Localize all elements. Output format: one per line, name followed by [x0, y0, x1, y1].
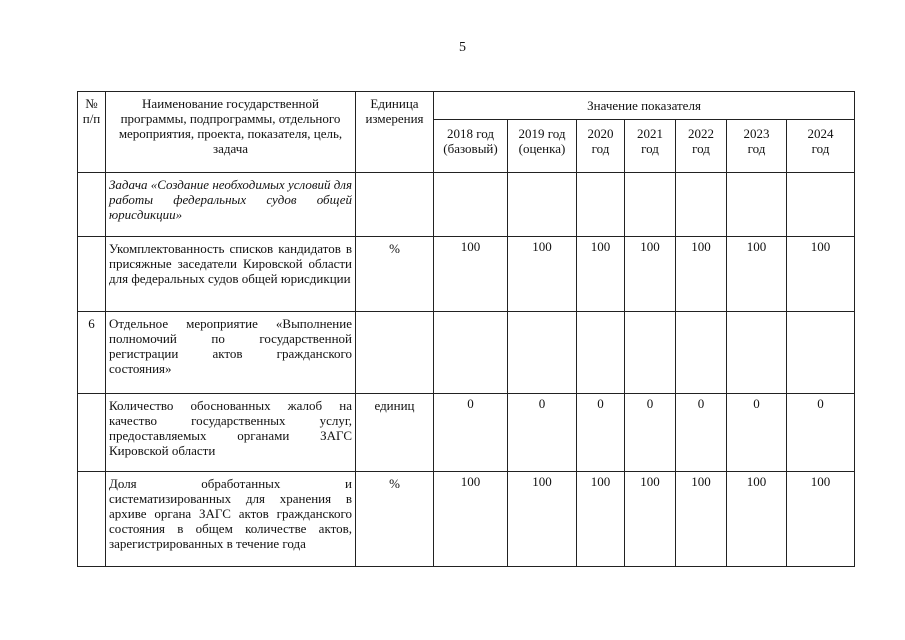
header-unit: Единица измерения: [356, 92, 434, 173]
row-value-2020: [577, 312, 625, 394]
row-name: Укомплектованность списков кандидатов в присяжные заседатели Кировской области для федеральных судов общей юрисдикции: [106, 237, 356, 312]
row-num: [78, 173, 106, 237]
row-num: [78, 237, 106, 312]
table-row: [78, 472, 855, 567]
table-row: [78, 312, 855, 394]
table-row: [78, 173, 855, 237]
row-value-2022: [676, 312, 727, 394]
row-value-2022: 100: [676, 237, 727, 312]
row-value-2022: 0: [676, 394, 727, 472]
header-year-2022: 2022 год: [676, 120, 727, 173]
row-value-2020: 100: [577, 237, 625, 312]
row-unit: [356, 173, 434, 237]
row-value-2024: 100: [787, 237, 855, 312]
row-value-2020: 100: [577, 472, 625, 567]
table-row: [78, 237, 855, 312]
row-value-2023: 0: [727, 394, 787, 472]
row-value-2019: [508, 173, 577, 237]
row-value-2018: 100: [434, 237, 508, 312]
row-value-2021: [625, 173, 676, 237]
row-value-2024: [787, 173, 855, 237]
row-name: Доля обработанных и систематизированных для хранения в архиве органа ЗАГС актов гражданского состояния в общем количестве актов, зарегистрированных в течение года: [106, 472, 356, 567]
row-value-2018: [434, 173, 508, 237]
row-unit: единиц: [356, 394, 434, 472]
table-row: [78, 394, 855, 472]
row-value-2018: 100: [434, 472, 508, 567]
row-value-2019: 100: [508, 237, 577, 312]
row-value-2024: 0: [787, 394, 855, 472]
header-year-2018: 2018 год (базовый): [434, 120, 508, 173]
row-value-2021: 100: [625, 237, 676, 312]
row-value-2020: [577, 173, 625, 237]
header-num: № п/п: [78, 92, 106, 173]
row-value-2020: 0: [577, 394, 625, 472]
row-value-2019: 0: [508, 394, 577, 472]
row-value-2024: [787, 312, 855, 394]
row-value-2019: [508, 312, 577, 394]
row-name: Количество обоснованных жалоб на качество государственных услуг, предоставляемых органами ЗАГС Кировской области: [106, 394, 356, 472]
row-name: Отдельное мероприятие «Выполнение полномочий по государственной регистрации актов гражданского состояния»: [106, 312, 356, 394]
row-value-2021: [625, 312, 676, 394]
row-num: [78, 394, 106, 472]
row-num: 6: [78, 312, 106, 394]
row-value-2022: 100: [676, 472, 727, 567]
row-value-2018: [434, 312, 508, 394]
header-value-group: Значение показателя: [434, 92, 855, 120]
row-value-2023: [727, 312, 787, 394]
row-unit: %: [356, 472, 434, 567]
row-value-2019: 100: [508, 472, 577, 567]
row-value-2018: 0: [434, 394, 508, 472]
header-year-2023: 2023 год: [727, 120, 787, 173]
row-value-2022: [676, 173, 727, 237]
indicators-table: [77, 91, 855, 567]
page-number: 5: [459, 40, 466, 55]
row-value-2023: 100: [727, 237, 787, 312]
header-name: Наименование государственной программы, подпрограммы, отдельного мероприятия, проекта, показателя, цель, задача: [106, 92, 356, 173]
header-year-2020: 2020 год: [577, 120, 625, 173]
row-unit: [356, 312, 434, 394]
row-name: Задача «Создание необходимых условий для работы федеральных судов общей юрисдикции»: [106, 173, 356, 237]
header-year-2021: 2021 год: [625, 120, 676, 173]
row-value-2021: 0: [625, 394, 676, 472]
header-year-2024: 2024 год: [787, 120, 855, 173]
row-num: [78, 472, 106, 567]
row-value-2023: [727, 173, 787, 237]
row-unit: %: [356, 237, 434, 312]
row-value-2021: 100: [625, 472, 676, 567]
row-value-2023: 100: [727, 472, 787, 567]
header-year-2019: 2019 год (оценка): [508, 120, 577, 173]
row-value-2024: 100: [787, 472, 855, 567]
